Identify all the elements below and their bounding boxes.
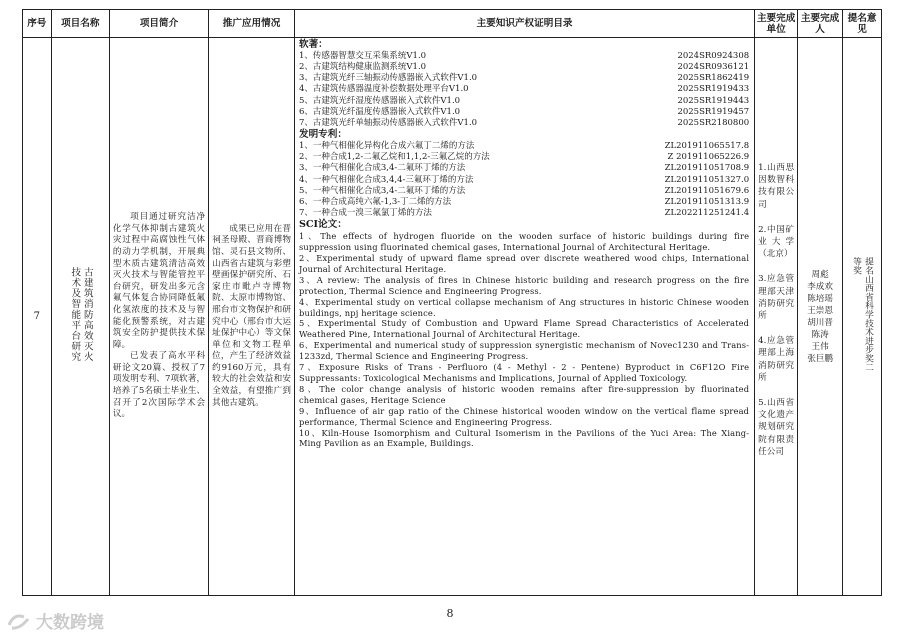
software-item-number: 2025SR1862419 <box>677 73 750 84</box>
sci-paper-item: 9、Influence of air gap ratio of the Chinese historical wooden window on the vertical flame spread performance, Thermal Science and Engineering Progress. <box>298 405 750 427</box>
software-item-title: 5、古建筑光纤湿度传感器嵌入式软件V1.0 <box>298 95 461 106</box>
patent-item-title: 6、一种合成高纯六氟-1,3-丁二烯的方法 <box>298 197 452 208</box>
header-ip: 主要知识产权证明目录 <box>294 10 754 38</box>
patent-item-number: ZL201911051679.6 <box>664 185 750 196</box>
page-number: 8 <box>446 607 454 620</box>
unit-item: 3.应急管理部天津消防研究所 <box>758 274 795 321</box>
unit-item: 1.山西思因数智科技有限公司 <box>758 162 795 210</box>
promo-paragraph: 成果已应用在晋祠圣母殿、晋商博物馆、灵石县文物所、山西省古建筑与彩塑壁画保护研究所、石家庄市毗卢寺博物院、太原市博物馆、邢台市文物保护和研究中心（邢台市大运址保护中心）等文保单位和文物工程单位，产生了经济效益约9160万元，具有较大的社会效益和安全效益，有望推广到其他古建筑。 <box>212 223 291 408</box>
person-name: 胡川晋 <box>807 317 833 328</box>
software-item-number: 2025SR1919433 <box>677 84 750 95</box>
units-cell <box>755 38 798 596</box>
header-name: 项目名称 <box>51 10 109 38</box>
patent-item <box>299 208 749 219</box>
watermark-logo-icon <box>6 611 32 631</box>
software-item-title: 6、古建筑光纤温度传感器嵌入式软件V1.0 <box>298 106 461 117</box>
patent-item <box>299 175 749 186</box>
software-item-number: 2025SR1919443 <box>677 95 750 106</box>
patent-item <box>299 163 749 174</box>
header-no: 序号 <box>23 10 52 38</box>
patent-item-title: 1、一种气相催化异构化合成六氟丁二烯的方法 <box>298 141 475 152</box>
patent-item-title: 3、一种气相催化合成3,4-二氟环丁烯的方法 <box>298 163 466 174</box>
unit-item: 2.中国矿业大学（北京） <box>758 224 795 260</box>
software-item <box>299 118 749 129</box>
completion-persons <box>798 269 842 365</box>
persons-cell <box>798 38 843 596</box>
sci-paper-item: 1、The effects of hydrogen fluoride on the wooden surface of historic buildings during fire suppression using fluorinated chemical gases, International Journal of Architectural Heritage. <box>298 231 750 253</box>
header-brief: 项目简介 <box>109 10 208 38</box>
patent-item-number: ZL201911051708.9 <box>664 163 750 174</box>
watermark <box>6 608 104 633</box>
sci-paper-item: 2、Experimental study of upward flame spread over discrete weathered wood chips, International Journal of Architectural Heritage. <box>298 253 750 274</box>
software-item <box>299 96 749 107</box>
ip-list-cell <box>294 38 754 596</box>
patent-item-number: ZL201911051327.0 <box>664 174 750 185</box>
patent-item-number: ZL202211251241.4 <box>664 208 750 219</box>
software-list <box>299 51 749 129</box>
software-item-title: 7、古建筑光纤单轴振动传感器嵌入式软件V1.0 <box>298 118 478 129</box>
sci-list <box>299 231 749 449</box>
person-name: 张巨鹏 <box>807 353 833 364</box>
software-item-title: 1、传感器智慧交互采集系统V1.0 <box>298 50 427 61</box>
software-heading: 软著： <box>298 39 328 50</box>
opinion-cell <box>843 38 882 596</box>
header-row <box>23 10 882 38</box>
promotion-status <box>209 224 294 410</box>
unit-item: 4.应急管理部上海消防研究所 <box>758 336 795 383</box>
software-item-number: 2024SR0924308 <box>677 50 750 61</box>
software-item <box>299 107 749 118</box>
software-item-number: 2025SR1919457 <box>677 106 750 117</box>
patent-item <box>299 197 749 208</box>
software-item <box>299 62 749 73</box>
header-promo: 推广应用情况 <box>209 10 295 38</box>
sci-paper-item: 3、A review: The analysis of fires in Chinese historic building and research progress on the fire protection, Thermal Science and Engineering Progress. <box>298 274 750 296</box>
patent-heading: 发明专利： <box>298 129 347 141</box>
unit-item: 5.山西省文化遗产规划研究院有限责任公司 <box>758 398 795 457</box>
person-name: 王伟 <box>811 341 829 352</box>
patent-item-title: 5、一种气相催化合成3,4-二氟环丁烯的方法 <box>298 185 466 196</box>
software-item-title: 2、古建筑结构健康监测系统V1.0 <box>298 62 427 72</box>
patent-item-number: ZL201911051313.9 <box>664 197 750 208</box>
brief-cell <box>109 38 208 596</box>
brief-paragraph: 已发表了高水平科研论文20篇、授权了7项发明专利、7项软著，培养了5名硕士毕业生、召开了2次国际学术会议。 <box>112 351 206 420</box>
sci-paper-item: 5、Experimental Study of Combustion and Upward Flame Spread Characteristics of Accelerated Weathered Pine, International Journal of Architectural Heritage. <box>298 318 750 340</box>
patent-list <box>299 141 749 219</box>
software-item <box>299 51 749 62</box>
patent-item <box>299 141 749 152</box>
table-row <box>23 38 882 596</box>
patent-item <box>299 152 749 163</box>
brief-paragraph: 项目通过研究洁净化学气体抑制古建筑火灾过程中高腐蚀性气体的动力学机制，开展典型木质古建筑清洁高效灭火技术与智能管控平台研究，研发出多元含氟气体复合协同降低氟化氢浓度的技术及与智能化预警系统，对古建筑安全防护提供技术保障。 <box>112 212 206 350</box>
sci-paper-item: 6、Experimental and numerical study of suppression synergistic mechanism of Novec1230 and Trans-1233zd, Thermal Science and Engineering Progress. <box>298 340 750 362</box>
patent-item-title: 2、一种合成1,2-二氟乙烷和1,1,2-三氟乙烷的方法 <box>298 152 490 163</box>
sci-paper-item: 10、Kiln-House Isomorphism and Cultural Isomerism in the Pavilions of the Yuci Area: The Xiang- Ming Pavilion as an Example, Buildings. <box>298 427 750 449</box>
patent-item-title: 4、一种气相催化合成3,4,4-三氟环丁烯的方法 <box>298 174 474 185</box>
header-persons: 主要完成人 <box>798 10 843 38</box>
patent-item-title: 7、一种合成一溴三氟氯丁烯的方法 <box>298 208 432 219</box>
software-item <box>299 84 749 95</box>
patent-item-number: Z 201911065226.9 <box>667 152 750 163</box>
promo-cell <box>209 38 295 596</box>
sci-heading: SCI论文： <box>298 219 347 231</box>
sci-paper-item: 4、Experimental study on vertical collapse mechanism of Ang structures in historic Chinese wooden buildings, npj heritage science. <box>298 296 750 318</box>
patent-item <box>299 186 749 197</box>
completion-units <box>755 162 797 458</box>
software-item-number: 2024SR0936121 <box>677 62 750 72</box>
person-name: 陈涛 <box>811 329 829 340</box>
patent-item-number: ZL201911065517.8 <box>664 141 750 152</box>
watermark-text: 大数跨境 <box>36 613 104 633</box>
sci-paper-item: 7、Exposure Risks of Trans - Perfluoro (4 - Methyl - 2 - Pentene) Byproduct in C6F12O Fire Suppressants: Toxicological Mechanisms and Implications, Journal of Applied Toxicology. <box>298 362 750 384</box>
achievement-table <box>22 9 882 596</box>
person-name: 王崇恩 <box>807 305 833 316</box>
project-name-cell <box>51 38 109 596</box>
software-item-title: 3、古建筑光纤三轴振动传感器嵌入式软件V1.0 <box>298 73 478 84</box>
project-name: 古建筑消防高效灭火技术及智能平台研究 <box>69 266 93 362</box>
row-number: 7 <box>23 38 52 596</box>
sci-paper-item: 8、The color change analysis of historic wooden remains after fire-suppression by fluorinated chemical gases, Heritage Science <box>298 383 750 405</box>
person-name: 陈培瑶 <box>807 293 833 304</box>
header-units: 主要完成单位 <box>755 10 798 38</box>
person-name: 李成欢 <box>807 281 833 292</box>
nomination-opinion: 提名山西省科学技术进步奖二等奖 <box>851 256 874 371</box>
header-opinion: 提名意见 <box>843 10 882 38</box>
software-item-title: 4、古建筑传感器温度补偿数据处理平台V1.0 <box>298 84 469 95</box>
software-item-number: 2025SR2180800 <box>677 118 750 129</box>
project-brief <box>110 212 208 421</box>
person-name: 周彪 <box>811 269 829 280</box>
software-item <box>299 73 749 84</box>
